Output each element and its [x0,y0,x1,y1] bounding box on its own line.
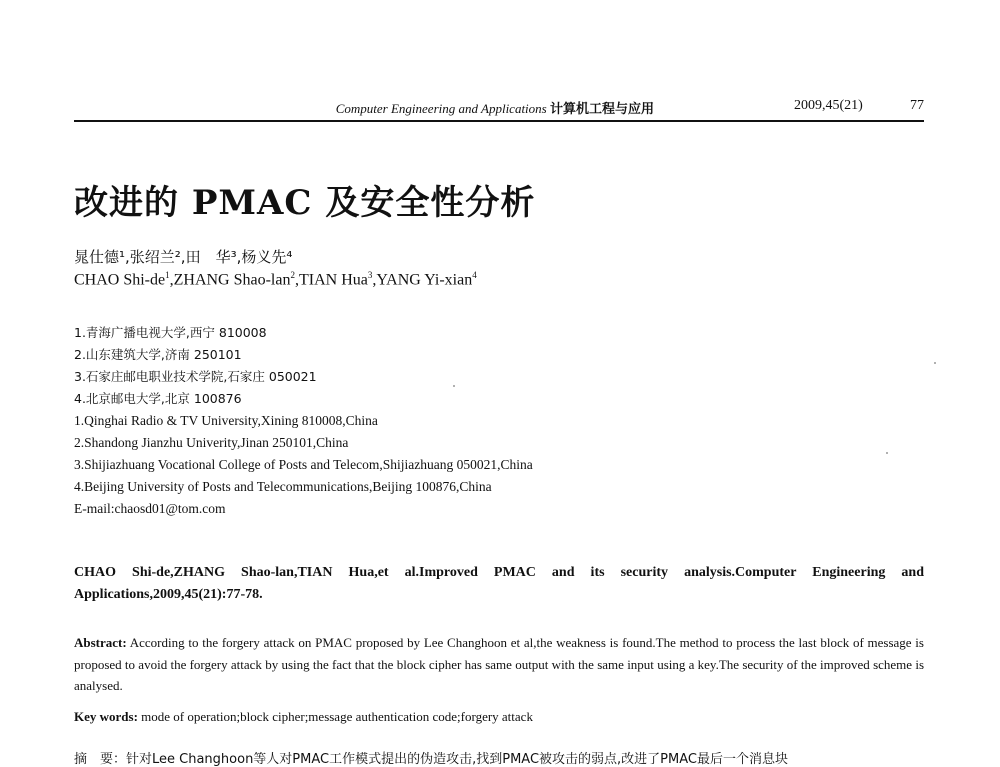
affiliation-line: 3.石家庄邮电职业技术学院,石家庄 050021 [74,369,317,384]
author-name: TIAN Hua [298,271,368,289]
scan-speck [453,385,455,387]
keywords-text: mode of operation;block cipher;message authentication code;forgery attack [141,709,533,724]
journal-name [336,98,654,117]
affiliation-line: 4.北京邮电大学,北京 100876 [74,391,242,406]
scan-speck [886,452,888,454]
authors-chinese: 晁仕德¹,张绍兰²,田 华³,杨义先⁴ [74,248,293,266]
author-affil-sup: 2 [290,270,295,280]
chinese-abstract-cutoff: 摘 要：针对Lee Changhoon等人对PMAC工作模式提出的伪造攻击,找到PMAC被攻击的弱点,改进了PMAC最后一个消息块 [74,752,788,767]
abstract [74,632,924,697]
affiliation-line: 3.Shijiazhuang Vocational College of Posts and Telecom,Shijiazhuang 050021,China [74,457,533,472]
abstract-label: Abstract: [74,635,127,650]
author-name: CHAO Shi-de [74,271,166,289]
author-affil-sup: 4 [472,270,477,280]
affiliation-line: 1.青海广播电视大学,西宁 810008 [74,325,267,340]
author-name: YANG Yi-xian [376,271,473,289]
running-header [74,98,924,122]
scan-speck [934,362,936,364]
keywords [74,706,924,727]
affiliation-line: 4.Beijing University of Posts and Telecommunications,Beijing 100876,China [74,479,492,494]
citation: CHAO Shi-de,ZHANG Shao-lan,TIAN Hua,et al.Improved PMAC and its security analysis.Computer Engineering and Applications,2009,45(21):77-78. [74,565,924,602]
authors-english: CHAO Shi-$de^1,ZHANG$ Shao-lan$^2$,TIAN Hua$^3$,YANG Yi-xian$^4$ [74,270,477,289]
affiliation-line: 2.Shandong Jianzhu Univerity,Jinan 250101,China [74,435,349,450]
email-line: E-mail:chaosd01@tom.com [74,501,226,516]
page-number: 77 [910,98,924,113]
affiliations [74,322,533,520]
author-affil-sup: 1 [165,270,170,280]
affiliation-line: 1.Qinghai Radio & TV University,Xining 810008,China [74,413,378,428]
keywords-label: Key words: [74,709,138,724]
journal-name-cn: 计算机工程与应用 [549,102,654,117]
author-affil-sup: 3 [367,270,373,280]
affiliation-line: 2.山东建筑大学,济南 250101 [74,347,242,362]
journal-name-en: Computer Engineering and Applications [335,101,547,116]
abstract-text: According to the forgery attack on PMAC proposed by Lee Changhoon et al,the weakness is found.The method to process the last block of message is proposed to avoid the forgery attack by using the fact that the block cipher has same output with the same input using a key.The security of the improved scheme is analysed. [74,635,924,693]
author-name: ZHANG Shao-lan [173,271,291,289]
volume-issue: 2009,45(21) [794,98,863,113]
paper-title: 改进的 PMAC 及安全性分析 [74,183,536,223]
